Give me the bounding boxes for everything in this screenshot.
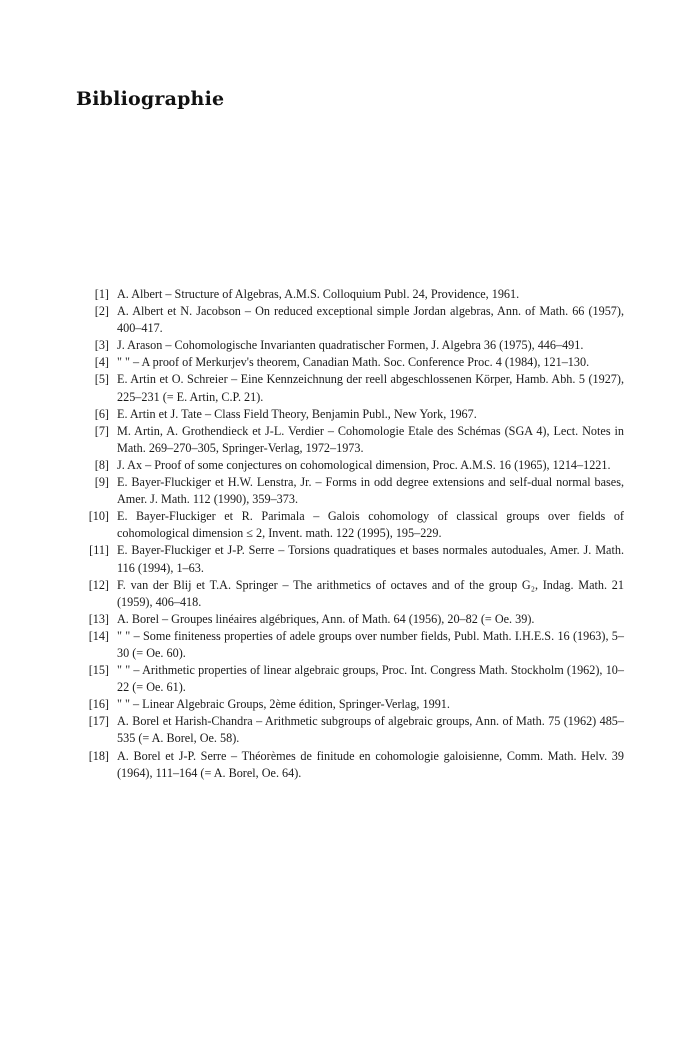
bibliography-entry-text: A. Borel et Harish-Chandra – Arithmetic subgroups of algebraic groups, Ann. of Math. 75 (1962) 485–535 (= A. Borel, Oe. 58).: [117, 714, 624, 746]
bibliography-entry-text: " " – Some finiteness properties of adele groups over number fields, Publ. Math. I.H.E.S. 16 (1963), 5–30 (= Oe. 60).: [117, 628, 624, 660]
bibliography-entry: [82, 748, 624, 782]
bibliography-entry-number: [4]: [94, 355, 109, 370]
bibliography-entry-number: [16]: [88, 697, 109, 712]
bibliography-entry-text: E. Artin et O. Schreier – Eine Kennzeichnung der reell abgeschlossenen Körper, Hamb. Abh. 5 (1927), 225–231 (= E. Artin, C.P. 21).: [117, 372, 624, 404]
bibliography-list: [82, 286, 624, 782]
bibliography-entry-number: [15]: [88, 663, 109, 678]
bibliography-entry-number: [7]: [94, 423, 109, 438]
bibliography-entry-text: E. Bayer-Fluckiger et R. Parimala – Galois cohomology of classical groups over fields of cohomological dimension ≤ 2, Invent. math. 122 (1995), 195–229.: [117, 509, 624, 541]
bibliography-entry-number: [12]: [88, 577, 109, 592]
bibliography-entry-text: " " – A proof of Merkurjev's theorem, Canadian Math. Soc. Conference Proc. 4 (1984), 121–130.: [117, 355, 590, 370]
bibliography-entry-text: E. Bayer-Fluckiger et J-P. Serre – Torsions quadratiques et bases normales autoduales, Amer. J. Math. 116 (1994), 1–63.: [117, 543, 624, 575]
bibliography-entry-text: " " – Linear Algebraic Groups, 2ème édition, Springer-Verlag, 1991.: [117, 697, 450, 712]
bibliography-entry: [82, 713, 624, 747]
bibliography-entry-number: [18]: [88, 748, 109, 763]
bibliography-entry: [82, 354, 624, 371]
bibliography-entry-text: J. Ax – Proof of some conjectures on cohomological dimension, Proc. A.M.S. 16 (1965), 1214–1221.: [117, 457, 611, 472]
bibliography-entry-text: A. Albert – Structure of Algebras, A.M.S. Colloquium Publ. 24, Providence, 1961.: [117, 287, 520, 301]
bibliography-entry-number: [11]: [89, 543, 109, 558]
bibliography-entry-text: " " – Arithmetic properties of linear algebraic groups, Proc. Int. Congress Math. Stockholm (1962), 10–22 (= Oe. 61).: [117, 663, 624, 695]
bibliography-entry: [82, 542, 624, 576]
bibliography-entry: [82, 508, 624, 542]
bibliography-entry: [82, 662, 624, 696]
page-title: Bibliographie: [76, 88, 225, 110]
bibliography-entry: [82, 457, 624, 474]
bibliography-entry-text: A. Borel et J-P. Serre – Théorèmes de finitude en cohomologie galoisienne, Comm. Math. Helv. 39 (1964), 111–164 (= A. Borel, Oe. 64).: [117, 748, 624, 780]
bibliography-entry: [82, 577, 624, 611]
bibliography-entry-text: A. Borel – Groupes linéaires algébriques, Ann. of Math. 64 (1956), 20–82 (= Oe. 39).: [117, 611, 535, 626]
bibliography-entry-number: [17]: [88, 714, 109, 729]
bibliography-entry-number: [5]: [94, 372, 109, 387]
bibliography-entry: [82, 696, 624, 713]
bibliography-entry: [82, 474, 624, 508]
bibliography-entry: [82, 303, 624, 337]
bibliography-entry-text: E. Artin et J. Tate – Class Field Theory, Benjamin Publ., New York, 1967.: [117, 406, 477, 421]
bibliography-entry-text: M. Artin, A. Grothendieck et J-L. Verdier – Cohomologie Etale des Schémas (SGA 4), Lect. Notes in Math. 269–270–305, Springer-Verlag, 1972–1973.: [117, 423, 624, 455]
bibliography-entry-number: [9]: [94, 475, 109, 490]
bibliography-entry-text: A. Albert et N. Jacobson – On reduced exceptional simple Jordan algebras, Ann. of Math. 66 (1957), 400–417.: [117, 304, 624, 336]
bibliography-entry-number: [3]: [94, 338, 109, 353]
bibliography-entry-number: [8]: [94, 457, 109, 472]
bibliography-entry: [82, 628, 624, 662]
bibliography-entry-number: [1]: [94, 287, 109, 301]
bibliography-entry-text: F. van der Blij et T.A. Springer – The arithmetics of octaves and of the group G₂, Indag. Math. 21 (1959), 406–418.: [117, 577, 624, 609]
bibliography-entry: [82, 371, 624, 405]
bibliography-entry-text: J. Arason – Cohomologische Invarianten quadratischer Formen, J. Algebra 36 (1975), 446–491.: [117, 338, 584, 353]
bibliography-entry: [82, 286, 624, 303]
bibliography-entry-number: [13]: [88, 611, 109, 626]
bibliography-entry: [82, 406, 624, 423]
bibliography-entry: [82, 423, 624, 457]
bibliography-entry-number: [14]: [88, 628, 109, 643]
bibliography-entry-text: E. Bayer-Fluckiger et H.W. Lenstra, Jr. – Forms in odd degree extensions and self-dual normal bases, Amer. J. Math. 112 (1990), 359–373.: [117, 475, 624, 507]
bibliography-entry: [82, 337, 624, 354]
bibliography-entry-number: [10]: [88, 509, 109, 524]
bibliography-entry-number: [2]: [94, 304, 109, 319]
bibliography-entry-number: [6]: [94, 406, 109, 421]
bibliography-entry: [82, 611, 624, 628]
